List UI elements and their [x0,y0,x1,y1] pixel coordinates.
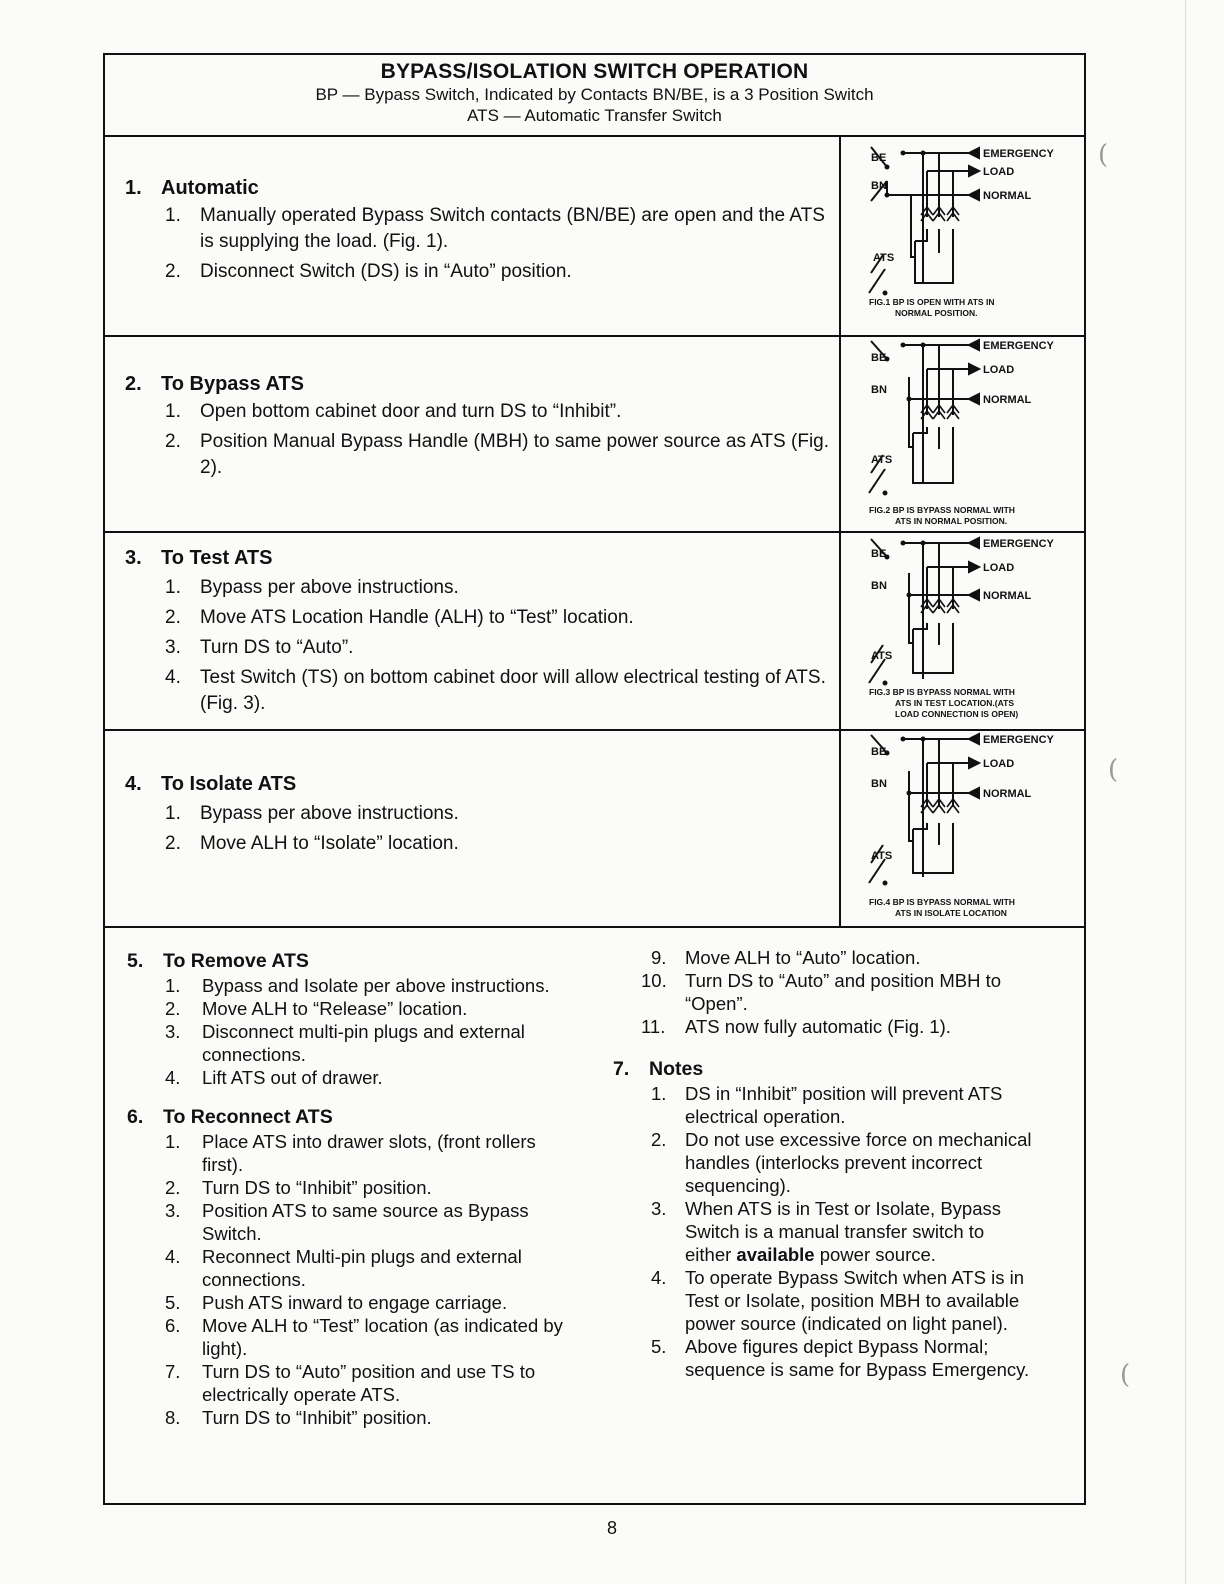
section-test [105,533,1084,731]
figure-caption: ATS IN ISOLATE LOCATION [895,908,1007,918]
list-item: 1. Open bottom cabinet door and turn DS to “Inhibit”. [165,401,622,422]
figure-2 [839,337,1084,531]
margin-mark: ( [1098,140,1109,170]
list-item: 2. Move ALH to “Isolate” location. [165,833,459,854]
header-line-ats: ATS — Automatic Transfer Switch [467,106,722,125]
bypass-circuit-diagram [841,533,1082,729]
list-item: 3. Position ATS to same source as Bypass Switch. [165,1200,529,1244]
figure-caption: FIG.3 BP IS BYPASS NORMAL WITH [869,687,1015,697]
note-item: 1. DS in “Inhibit” position will prevent ATS electrical operation. [651,1083,1003,1127]
load-label: LOAD [983,166,1015,178]
list-item: 9. Move ALH to “Auto” location. [651,947,921,968]
page-header [105,55,1084,137]
emergency-label: EMERGENCY [983,148,1054,160]
figure-1 [839,137,1084,335]
figure-caption: ATS IN TEST LOCATION.(ATS [895,698,1014,708]
load-label: LOAD [983,758,1015,770]
section-title: 4. To Isolate ATS [125,773,297,795]
list-item: 2. Move ALH to “Release” location. [165,998,468,1019]
ats-label: ATS [871,454,893,466]
be-label: BE [871,152,887,164]
note-item: 2. Do not use excessive force on mechanical handles (interlocks prevent incorrect sequencing). [651,1129,1032,1196]
section-bypass [105,337,1084,533]
emergency-label: EMERGENCY [983,538,1054,550]
list-item: 2. Disconnect Switch (DS) is in “Auto” position. [165,261,572,282]
normal-label: NORMAL [983,788,1032,800]
list-item: 2. Move ATS Location Handle (ALH) to “Test” location. [165,607,634,628]
be-label: BE [871,548,887,560]
list-item: 3. Turn DS to “Auto”. [165,637,354,658]
load-label: LOAD [983,364,1015,376]
bypass-circuit-diagram [841,137,1082,335]
list-item: 3. Disconnect multi-pin plugs and external connections. [165,1021,525,1065]
normal-label: NORMAL [983,394,1032,406]
bn-label: BN [871,778,887,790]
list-item: 4. Lift ATS out of drawer. [165,1067,383,1088]
list-item: 1. Bypass and Isolate per above instructions. [165,975,550,996]
page-title: BYPASS/ISOLATION SWITCH OPERATION [380,60,809,83]
list-item: 7. Turn DS to “Auto” position and use TS to electrically operate ATS. [165,1361,536,1405]
figure-caption: NORMAL POSITION. [895,308,978,318]
normal-label: NORMAL [983,190,1032,202]
left-column [127,950,567,1429]
margin-mark: ( [1120,1360,1131,1390]
header-line-bp: BP — Bypass Switch, Indicated by Contacts BN/BE, is a 3 Position Switch [315,85,874,104]
bypass-circuit-diagram [841,337,1082,531]
emergency-label: EMERGENCY [983,340,1054,352]
note-item: 4. To operate Bypass Switch when ATS is in Test or Isolate, position MBH to available power source (indicated on light panel). [651,1267,1024,1334]
figure-caption: FIG.1 BP IS OPEN WITH ATS IN [869,297,995,307]
bottom-section [105,928,1084,1503]
section-title-notes: 7. Notes [613,1058,704,1080]
figure-caption: ATS IN NORMAL POSITION. [895,516,1008,526]
section-title: 3. To Test ATS [125,547,273,569]
bn-label: BN [871,580,887,592]
section-title-reconnect: 6. To Reconnect ATS [127,1106,333,1128]
ats-label: ATS [873,252,895,264]
note-item: 5. Above figures depict Bypass Normal; sequence is same for Bypass Emergency. [651,1336,1030,1380]
list-item: 8. Turn DS to “Inhibit” position. [165,1407,432,1428]
margin-mark: ( [1108,755,1119,785]
list-item: 1. Manually operated Bypass Switch contacts (BN/BE) are open and the ATS is supplying the load. (Fig. 1). [165,205,825,252]
list-item: 10. Turn DS to “Auto” and position MBH to “Open”. [641,970,1002,1014]
list-item: 2. Position Manual Bypass Handle (MBH) to same power source as ATS (Fig. 2). [165,431,830,478]
list-item: 4. Reconnect Multi-pin plugs and external connections. [165,1246,522,1290]
section-title-remove: 5. To Remove ATS [127,950,309,972]
list-item: 4. Test Switch (TS) on bottom cabinet door will allow electrical testing of ATS. (Fig. 3). [165,667,826,714]
bypass-circuit-diagram [841,731,1082,926]
instruction-frame [103,53,1086,1505]
figure-3 [839,533,1084,729]
right-column [613,946,1033,1381]
section-title: 1. Automatic [125,177,259,199]
figure-caption: FIG.2 BP IS BYPASS NORMAL WITH [869,505,1015,515]
section-title: 2. To Bypass ATS [125,373,304,395]
emergency-label: EMERGENCY [983,734,1054,746]
section-isolate [105,731,1084,928]
note-item: 3. When ATS is in Test or Isolate, Bypass Switch is a manual transfer switch to either available power source. [651,1198,1002,1265]
list-item: 5. Push ATS inward to engage carriage. [165,1292,508,1313]
section-automatic [105,137,1084,337]
figure-caption: LOAD CONNECTION IS OPEN) [895,709,1019,719]
list-item: 1. Bypass per above instructions. [165,803,459,824]
figure-caption: FIG.4 BP IS BYPASS NORMAL WITH [869,897,1015,907]
list-item: 11. ATS now fully automatic (Fig. 1). [641,1016,951,1037]
list-item: 6. Move ALH to “Test” location (as indicated by light). [165,1315,563,1359]
page-number: 8 [606,1518,617,1538]
ats-label: ATS [871,850,893,862]
list-item: 2. Turn DS to “Inhibit” position. [165,1177,432,1198]
scan-edge-line [1185,0,1186,1584]
bn-label: BN [871,180,887,192]
list-item: 1. Bypass per above instructions. [165,577,459,598]
figure-4 [839,731,1084,926]
be-label: BE [871,352,887,364]
normal-label: NORMAL [983,590,1032,602]
be-label: BE [871,746,887,758]
ats-label: ATS [871,650,893,662]
bn-label: BN [871,384,887,396]
load-label: LOAD [983,562,1015,574]
list-item: 1. Place ATS into drawer slots, (front rollers first). [165,1131,536,1175]
